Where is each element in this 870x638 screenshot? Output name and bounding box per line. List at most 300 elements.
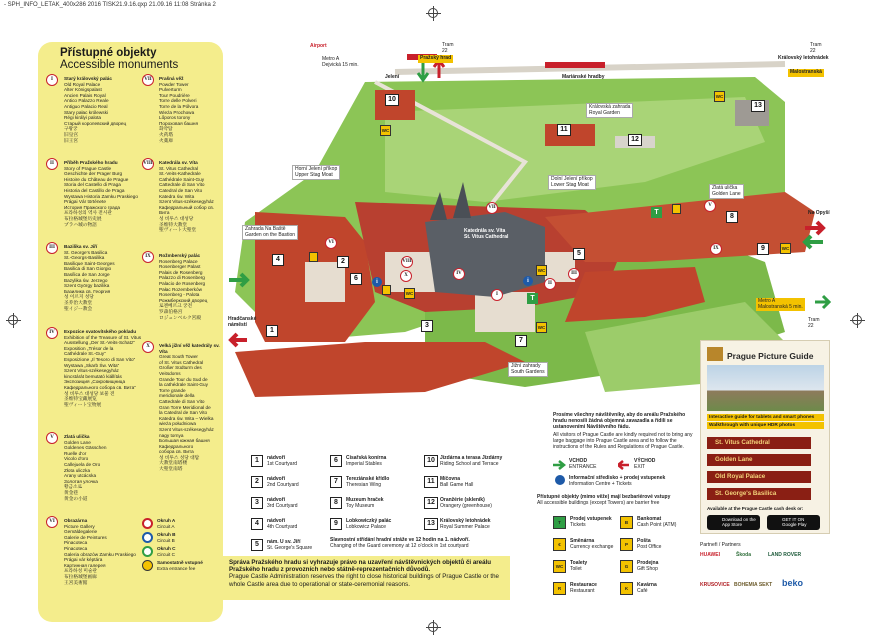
monument-name: Arany utcácska <box>64 473 97 479</box>
guide-btn-golden-lane[interactable]: Golden Lane <box>707 454 811 466</box>
monument-numeral-II: II <box>46 158 58 170</box>
courtyard-12 <box>440 497 508 509</box>
legend-item-en: Café <box>637 588 648 594</box>
monument-name: 구왕궁 <box>64 126 78 132</box>
monument-name: St.-Georgs-Basilika <box>64 255 105 261</box>
monument-name: 성 비투스 대성당 보물 전 <box>64 390 115 396</box>
legend-access-cz: Přístupné objekty (mimo věže) mají bezbariérové vstupy <box>537 494 671 500</box>
monument-name: Catedral de San Vito <box>159 187 203 193</box>
monument-name: Basilica di San Giorgio <box>64 266 112 272</box>
monument-name: Кафедрального собора св. Вита“ <box>64 384 136 390</box>
jizni-zahrady-label: Jižní zahrady South Gardens <box>508 362 548 377</box>
monument-name: Powder Tower <box>159 81 189 87</box>
courtyard-en: St. George's Square <box>267 545 313 551</box>
guide-logo-icon <box>707 347 723 361</box>
map-monument-III: III <box>568 268 580 280</box>
metro-dejvicka-label: Metro A Dejvická 15 min. <box>322 56 359 68</box>
monument-name: Rosenberger Palast <box>159 264 201 270</box>
map-wc-1: WC <box>380 125 391 136</box>
tram-right-label: Tram 22 <box>810 42 822 54</box>
monument-name: 聖ヴィート宝物展 <box>64 401 102 407</box>
legend-exit-cz: VÝCHOD <box>634 458 656 464</box>
monument-X <box>159 343 221 472</box>
monument-name: Cathédrale St.-Guy“ <box>64 351 106 357</box>
monument-name: 로젠베르크 궁전 <box>159 303 192 309</box>
monument-name: Callejuela de Oro <box>64 461 101 467</box>
route-sub: Extra entrance fee <box>157 565 196 571</box>
map-tickets-1: T <box>651 207 662 218</box>
map-marker-5: 5 <box>573 248 585 260</box>
monument-name: Пороховая башня <box>159 120 198 126</box>
legend-access-en: All accessible buildings (except Towers) are barrier free <box>537 500 660 506</box>
map-marker-6: 6 <box>350 273 362 285</box>
monument-name: Antiguo Palacio Real <box>64 103 108 109</box>
legend-info-en: Information Centre + Tickets <box>569 481 632 487</box>
zahrada-na-bastei-label: Zahrada Na Baště Garden on the Bastion <box>242 225 298 240</box>
closure-notice-en: Prague Castle Administration reserves the right to close historical buildings of Prague Castle or the whole Castle area due to operational or state-ceremonial reasons. <box>229 573 499 588</box>
legend-icon-6: G <box>620 560 633 573</box>
route-title: Okruh B <box>157 532 176 537</box>
monument-name: Katedra św. Wita – Wielka <box>159 415 214 421</box>
map-info-1: i <box>372 277 382 287</box>
route-marker-3 <box>142 560 153 571</box>
monument-name: 프라하성 미술관 <box>64 568 97 574</box>
monument-name: Veitsdoms <box>159 370 181 376</box>
monument-title: Prašná věž <box>159 76 184 81</box>
partner-logo-1: Škoda <box>736 552 752 558</box>
monument-name: Szent Vitus-székesegyház <box>159 199 214 205</box>
legend-item-en: Gift Shop <box>637 566 658 572</box>
courtyard-number-4: 4 <box>251 518 263 530</box>
monument-numeral-X: X <box>142 341 154 353</box>
monument-name: Cattedrale di San Vito <box>159 182 205 188</box>
legend-access <box>537 494 697 506</box>
courtyard-2 <box>267 476 335 488</box>
courtyard-en: Orangery (greenhouse) <box>440 503 492 509</box>
monument-name: Szent Vitus-székesegyház <box>159 426 214 432</box>
legend-item-5 <box>637 538 697 550</box>
monument-name: Prágai vár képtára <box>64 557 103 563</box>
legend-entrance-en: ENTRANCE <box>569 464 597 470</box>
monument-name: Basilique Saint-Georges <box>64 260 115 266</box>
courtyard-en: 2nd Courtyard <box>267 482 299 488</box>
monument-name: 火薬庫 <box>159 137 174 143</box>
monument-name: St. George's Basilica <box>64 249 108 255</box>
hradcanske-namesti-label: Hradčanské náměstí <box>228 316 257 328</box>
guard-note <box>330 537 500 549</box>
partner-logo-2: LAND ROVER <box>768 552 802 558</box>
courtyard-en: Lobkowicz Palace <box>346 524 387 530</box>
monument-name: Wystawa Historia Zamku Praskiego <box>64 193 138 199</box>
monument-name: 프라하성의 역사 전시관 <box>64 210 112 216</box>
legend-item-cz: Směnárna <box>570 538 595 544</box>
monument-name: Histoire du Château de Prague <box>64 176 129 182</box>
route-label-0 <box>157 518 219 529</box>
map-monument-I: I <box>491 289 503 301</box>
guide-btn-st-georges[interactable]: St. George's Basilica <box>707 488 811 500</box>
route-label-3 <box>157 560 219 571</box>
map-monument-II: II <box>544 278 556 290</box>
map-marker-7: 7 <box>515 335 527 347</box>
map-marker-11: 11 <box>557 124 571 136</box>
monument-name: Lőporos torony <box>159 115 191 121</box>
courtyard-number-13: 13 <box>424 518 438 530</box>
google-play-badge[interactable]: GET IT ON Google Play <box>767 515 820 530</box>
monument-name: Picture Gallery <box>64 523 95 529</box>
monument-title: Velká jižní věž katedrály sv. Víta <box>159 343 220 354</box>
monument-name: Basílica de San Jorge <box>64 271 110 277</box>
monument-name: 旧皇宫 <box>64 131 79 137</box>
map-marker-13: 13 <box>751 100 765 112</box>
monument-name: Кафедральный собор св. Вита <box>159 204 215 216</box>
registration-mark-right <box>852 315 862 325</box>
map-marker-3: 3 <box>421 320 433 332</box>
legend-item-cz: Kavárna <box>637 582 657 588</box>
courtyard-cz: nádvoří <box>267 455 286 461</box>
guide-download-note: Available at the Prague Castle cash desk or: <box>707 506 804 511</box>
legend-info-cz: Informační středisko + prodej vstupenek <box>569 475 666 481</box>
monument-name: Szent György bazilika <box>64 283 110 289</box>
panel-title-en: Accessible monuments <box>60 59 179 71</box>
monument-name: 旧王宮 <box>64 137 79 143</box>
legend-icon-3: R <box>553 582 566 595</box>
monument-name: 罗森伯格宫 <box>159 308 183 314</box>
monument-name: Esposizione „Il Tesoro di San Vito“ <box>64 356 136 362</box>
monument-title: Starý královský palác <box>64 76 112 81</box>
monument-name: 布拉格城堡画廊 <box>64 573 97 579</box>
picture-guide-card <box>700 340 830 534</box>
file-header: - SPH_INFO_LETAK_400x286 2016 TISK21.9.16.qxp 21.09.16 11:08 Stránka 2 <box>4 2 216 8</box>
courtyard-en: Riding School and Terrace <box>440 461 499 467</box>
monument-name: 황금소로 <box>64 484 83 490</box>
map-monument-IX: IX <box>710 243 722 255</box>
monument-name: meridionale della <box>159 393 195 399</box>
airport-label: Airport <box>310 43 327 49</box>
monument-name: la Catedral de San Vito <box>159 410 208 416</box>
monument-name: Stary pałac królewski <box>64 109 109 115</box>
monument-name: Golden Lane <box>64 439 91 445</box>
monument-name: 布拉格城堡历史展 <box>64 215 102 221</box>
jeleni-label: Jelení <box>385 74 400 80</box>
monument-name: Рожмберкский дворец <box>159 297 208 303</box>
courtyard-cz: Tereziánské křídlo <box>346 476 390 482</box>
map-wc-3: WC <box>536 265 547 276</box>
monument-name: 圣维特宝藏展览 <box>64 396 97 402</box>
visitor-rules <box>553 412 693 450</box>
legend-exit-en: EXIT <box>634 464 646 470</box>
guard-note-en: Changing of the Guard ceremony at 12 o'clock in 1st courtyard <box>330 543 469 549</box>
courtyard-4 <box>267 518 335 530</box>
courtyard-number-9: 9 <box>330 518 342 530</box>
monument-numeral-III: III <box>46 242 58 254</box>
monument-name: Wystawa „Skarb Św. Wita“ <box>64 362 120 368</box>
partner-logo-3: KRUSOVICE <box>700 582 730 588</box>
registration-mark-top <box>428 8 438 18</box>
legend-entrance-cz: VCHOD <box>569 458 588 464</box>
legend-item-6 <box>637 560 697 572</box>
monument-name: Historia del Castillo de Praga <box>64 187 125 193</box>
monument-name: Экспозиция „Сокровищница <box>64 379 126 385</box>
map-wc-5: WC <box>404 288 415 299</box>
guide-tagline: Interactive guide for tablets and smart phones <box>707 414 824 421</box>
accessible-monuments-panel <box>38 42 223 622</box>
courtyard-cz: Míčovna <box>440 476 461 482</box>
monument-name: 火药塔 <box>159 131 174 137</box>
route-title: Okruh C <box>157 546 176 551</box>
legend-icon-7: K <box>620 582 633 595</box>
prazsky-hrad-label: Pražský hrad <box>420 55 452 61</box>
legend-icon-1: € <box>553 538 566 551</box>
monument-name: nagy tornya <box>159 432 184 438</box>
monument-name: Palacio de Rosenberg <box>159 280 206 286</box>
monument-VIII <box>159 160 221 233</box>
map-monument-VIII: VIII <box>401 256 413 268</box>
courtyard-en: Imperial Stables <box>346 461 382 467</box>
monument-name: kincstárát bemutató kiállítás <box>64 373 122 379</box>
monument-name: Vicolo d'oro <box>64 456 89 462</box>
courtyard-11 <box>440 476 508 488</box>
map-marker-10: 10 <box>385 94 399 106</box>
courtyard-en: 1st Courtyard <box>267 461 298 467</box>
monument-name: 성 비투스 대성당 <box>159 215 194 221</box>
monument-name: Большая южная башня <box>159 438 210 444</box>
monument-name: Ausstellung „Der St.-Veits-Schatz“ <box>64 340 135 346</box>
legend-item-cz: Restaurace <box>570 582 597 588</box>
marianske-hradby-label: Mariánské hradby <box>562 74 605 80</box>
route-label-1 <box>157 532 219 543</box>
monument-name: 黄金の小道 <box>64 495 88 501</box>
monument-name: 圣维特大教堂 <box>159 221 188 227</box>
monument-name: Rosenberg - Palota <box>159 292 200 298</box>
kralovsky-letohradek-label: Královský letohrádek <box>778 55 829 61</box>
monument-name: Galerie de Peintures <box>64 534 107 540</box>
courtyard-cz: Císařská konírna <box>346 455 387 461</box>
monument-name: Rosenberg Palace <box>159 258 198 264</box>
courtyard-13 <box>440 518 508 530</box>
monument-name: Story of Prague Castle <box>64 165 112 171</box>
monument-IV <box>64 329 144 407</box>
legend-item-en: Toilet <box>570 566 582 572</box>
legend-item-cz: Prodejna <box>637 560 659 566</box>
guide-photo <box>707 365 824 411</box>
map-marker-9: 9 <box>757 243 769 255</box>
monument-numeral-VIII: VIII <box>142 158 154 170</box>
monument-name: Antico Palazzo Reale <box>64 98 109 104</box>
courtyard-5 <box>267 539 335 551</box>
monument-name: 聖イジー教会 <box>64 305 93 311</box>
malostranska-label: Malostranská <box>790 69 822 75</box>
metro-malostranska-label: Metro A Malostranská 5 min. <box>758 298 803 310</box>
horni-jeleni-prikop-label: Horní Jelení příkop Upper Stag Moat <box>292 165 340 180</box>
legend-item-cz: Prodej vstupenek <box>570 516 612 522</box>
monument-name: Cathédrale Saint-Guy <box>159 176 205 182</box>
map-monument-VI: VI <box>325 237 337 249</box>
visitor-rules-en: All visitors of Prague Castle are kindly required not to bring any large baggage into Prague Castle area and to follow the instructions of the Rules and Regulations of Prague Castle. <box>553 432 693 450</box>
route-sub: Circuit B <box>157 537 175 543</box>
info-icon <box>555 475 565 485</box>
map-marker-12: 12 <box>628 134 642 146</box>
monument-name: Galeria obrazów Zamku Praskiego <box>64 551 136 557</box>
map-tickets-2: T <box>527 293 538 304</box>
monument-title: Zlatá ulička <box>64 434 90 439</box>
monument-name: St. Vitus Cathedral <box>159 165 198 171</box>
courtyard-9 <box>346 518 414 530</box>
route-sub: Circuit A <box>157 523 175 529</box>
partner-logo-0: HUAWEI <box>700 552 720 558</box>
visitor-rules-cz: Prosíme všechny návštěvníky, aby do areálu Pražského hradu nenosili žádná objemná zavazadla a řídili se ustanoveními Návštěvního řádu. <box>553 412 686 430</box>
courtyard-10 <box>440 455 508 467</box>
legend-icon-5: P <box>620 538 633 551</box>
map-wc-2: WC <box>714 91 725 102</box>
map-restaurant-icon <box>382 285 391 295</box>
monument-III <box>64 244 144 311</box>
courtyard-number-2: 2 <box>251 476 263 488</box>
monument-II <box>64 160 144 227</box>
monument-name: Prágai Vár története <box>64 199 106 205</box>
map-wc-4: WC <box>536 322 547 333</box>
monument-name: собора св. Вита <box>159 449 194 455</box>
courtyard-en: 3rd Courtyard <box>267 503 298 509</box>
map-info-2: i <box>523 276 533 286</box>
monument-name: プラハ城の物語 <box>64 221 97 227</box>
map-marker-2: 2 <box>337 256 349 268</box>
guide-btn-old-royal-palace[interactable]: Old Royal Palace <box>707 471 811 483</box>
tram-top-label: Tram 22 <box>442 42 454 54</box>
courtyard-cz: Oranžérie (skleník) <box>440 497 485 503</box>
map-wc-6: WC <box>780 243 791 254</box>
monument-name: Bazylika św. Jerzego <box>64 277 108 283</box>
registration-mark-left <box>8 315 18 325</box>
monument-numeral-VI: VI <box>46 516 58 528</box>
zlata-ulicka-label: Zlatá ulička Golden Lane <box>709 184 744 199</box>
monument-name: Tour Poudrière <box>159 92 190 98</box>
monument-name: Картинная галерея <box>64 562 106 568</box>
legend-icon-2: WC <box>553 560 566 573</box>
monument-name: Szent Vitus-székesegyház <box>64 368 119 374</box>
map-monument-X: X <box>400 270 412 282</box>
courtyard-en: Theresian Wing <box>346 482 382 488</box>
monument-name: la cathédrale Saint-Guy <box>159 382 208 388</box>
map-monument-VII: VII <box>486 202 498 214</box>
closure-notice <box>223 556 510 600</box>
courtyard-cz: Lobkowiczký palác <box>346 518 392 524</box>
monument-name: Gemäldegalerie <box>64 529 98 535</box>
monument-name: Pulverturm <box>159 87 182 93</box>
courtyard-en: Ball Game Hall <box>440 482 474 488</box>
monument-name: Золотая улочка <box>64 478 98 484</box>
monument-name: Torre de la Pólvora <box>159 103 199 109</box>
monument-title: Katedrála sv. Víta <box>159 160 198 165</box>
map-shop-icon <box>309 252 318 262</box>
courtyard-number-11: 11 <box>424 476 438 488</box>
courtyard-cz: nádvoří <box>267 518 286 524</box>
monument-VII <box>159 76 221 143</box>
courtyard-number-10: 10 <box>424 455 438 467</box>
legend-item-en: Currency exchange <box>570 544 614 550</box>
map-monument-V: V <box>704 200 716 212</box>
monument-name: Pałac Rozemberków <box>159 286 202 292</box>
monument-name: Złota uliczka <box>64 467 91 473</box>
tram-right-bottom-label: Tram 22 <box>808 317 820 329</box>
monument-title: Obrazárna <box>64 518 88 523</box>
monument-name: Geschichte der Prager Burg <box>64 171 123 177</box>
guide-btn-cathedral[interactable]: St. Vitus Cathedral <box>707 437 811 449</box>
monument-IX <box>159 253 221 320</box>
map-marker-1: 1 <box>266 325 278 337</box>
monument-numeral-IX: IX <box>142 251 154 263</box>
monument-name: 성 비투스 성당 대탑 <box>159 454 200 460</box>
legend-item-cz: Toalety <box>570 560 588 566</box>
monument-name: Old Royal Palace <box>64 81 101 87</box>
route-title: Okruh A <box>157 518 176 523</box>
monument-name: 聖ヴィート大聖堂 <box>159 227 197 233</box>
route-marker-2 <box>142 546 153 557</box>
courtyard-6 <box>346 455 414 467</box>
monument-I <box>64 76 144 143</box>
monument-name: 王宮美術館 <box>64 579 88 585</box>
monument-name: Exhibition of the Treasure of St. Vitus <box>64 334 142 340</box>
monument-name: Cattedrale di San Vito <box>159 398 205 404</box>
monument-name: Torre delle Polveri <box>159 98 197 104</box>
monument-name: of St. Vitus Cathedral <box>159 359 204 365</box>
guide-walk: Walkthrough with unique HDR photos <box>707 422 824 429</box>
monument-numeral-I: I <box>46 74 58 86</box>
courtyard-cz: nám. U sv. Jiří <box>267 539 301 545</box>
courtyard-number-6: 6 <box>330 455 342 467</box>
courtyard-cz: Jízdárna a terasa Jízdárny <box>440 455 503 461</box>
courtyard-number-7: 7 <box>330 476 342 488</box>
route-marker-1 <box>142 532 153 543</box>
exit-arrow-icon <box>618 460 632 470</box>
guard-note-cz: Slavnostní střídání hradní stráže ve 12 hodin na 1. nádvoří. <box>330 537 470 543</box>
monument-name: 圣乔治大教堂 <box>64 299 93 305</box>
monument-name: Ancien Palais Royal <box>64 92 106 98</box>
legend-item-en: Cash Point (ATM) <box>637 522 677 528</box>
courtyard-3 <box>267 497 335 509</box>
kralovska-zahrada-label: Královská zahrada Royal Garden <box>586 103 633 118</box>
monument-title: Bazilika sv. Jiří <box>64 244 98 249</box>
monument-name: 성 이르지 성당 <box>64 294 94 300</box>
monument-name: 화약탑 <box>159 126 173 132</box>
monument-name: ロジュンベルク宮殿 <box>159 314 202 320</box>
courtyard-number-3: 3 <box>251 497 263 509</box>
dolni-jeleni-prikop-label: Dolní Jelení příkop Lower Stag Moat <box>548 175 596 190</box>
monument-name: История Пражского града <box>64 204 121 210</box>
monument-name: Großer Südturm des <box>159 365 202 371</box>
courtyard-8 <box>346 497 414 509</box>
monument-numeral-V: V <box>46 432 58 444</box>
monument-name: Кафедрального <box>159 443 194 449</box>
map-cafe-icon <box>672 204 681 214</box>
route-sub: Circuit C <box>157 551 175 557</box>
courtyard-cz: Muzeum hraček <box>346 497 384 503</box>
courtyard-number-1: 1 <box>251 455 263 467</box>
legend-icon-0: T <box>553 516 566 529</box>
monument-name: Старый королевский дворец <box>64 120 127 126</box>
monument-name: Régi királyi palota <box>64 115 101 121</box>
monument-name: Great South Tower <box>159 354 198 360</box>
courtyard-number-12: 12 <box>424 497 438 509</box>
monument-name: Pinacoteca <box>64 545 88 551</box>
app-store-badge[interactable]: Download on the App Store <box>707 515 760 530</box>
monument-name: Базилика св. Георгия <box>64 288 111 294</box>
map-monument-IV: IV <box>453 268 465 280</box>
legend-icon-4: B <box>620 516 633 529</box>
courtyard-1 <box>267 455 335 467</box>
monument-name: Torre grande <box>159 387 186 393</box>
monument-name: Wieża Prochowa <box>159 109 195 115</box>
monument-numeral-VII: VII <box>142 74 154 86</box>
